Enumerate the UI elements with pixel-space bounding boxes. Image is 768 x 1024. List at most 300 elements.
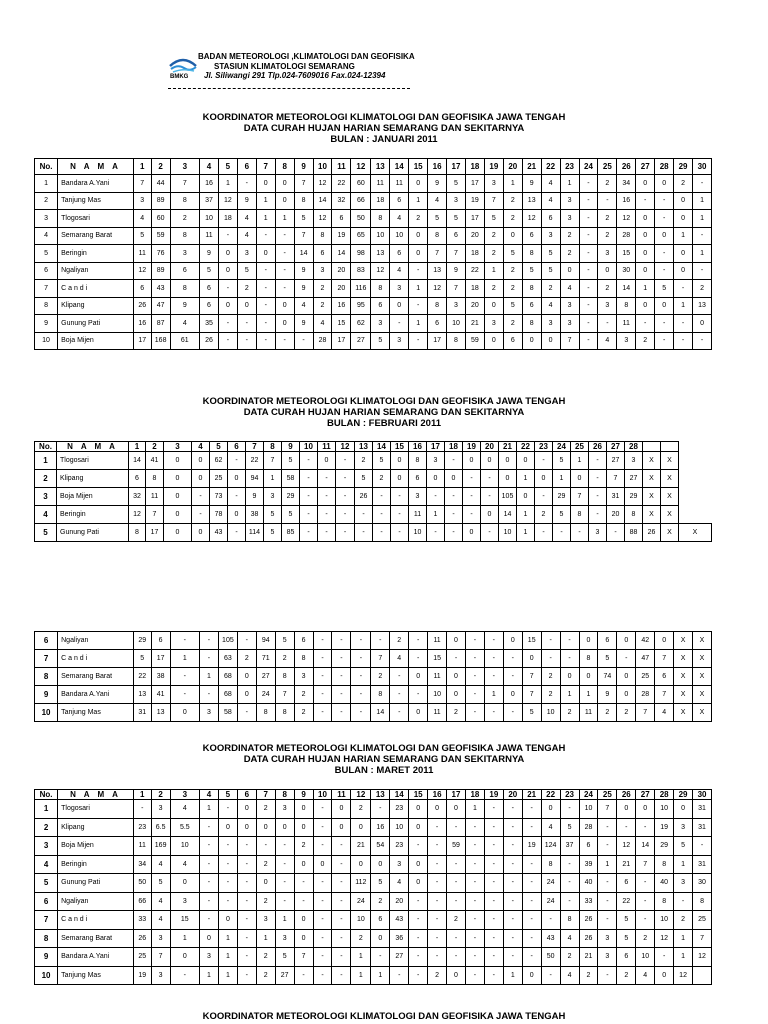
station-name: STASIUN KLIMATOLOGI SEMARANG: [214, 61, 355, 71]
rainfall-cell: 6: [503, 332, 522, 350]
rainfall-cell: 26: [133, 929, 151, 948]
station-name: Boja Mijen: [57, 488, 129, 506]
rainfall-cell: 7: [275, 686, 294, 704]
rainfall-cell: -: [409, 837, 428, 856]
rainfall-cell: -: [294, 874, 313, 893]
rainfall-cell: 4: [598, 332, 617, 350]
rainfall-cell: -: [133, 800, 151, 819]
rainfall-cell: -: [332, 892, 351, 911]
rainfall-cell: 11: [428, 632, 447, 650]
header-day: 18: [445, 442, 463, 452]
station-number: 9: [35, 315, 58, 333]
rainfall-cell: 4: [133, 210, 151, 228]
rainfall-cell: 4: [237, 210, 256, 228]
rainfall-cell: -: [391, 524, 409, 542]
rainfall-cell: 3: [313, 262, 332, 280]
header-day: 27: [607, 442, 625, 452]
rainfall-cell: 60: [351, 175, 371, 193]
rainfall-cell: 2: [256, 800, 275, 819]
rainfall-cell: 33: [579, 892, 598, 911]
rainfall-cell: -: [336, 488, 355, 506]
rainfall-cell: -: [228, 488, 246, 506]
rainfall-cell: -: [579, 210, 598, 228]
rainfall-cell: -: [275, 280, 294, 298]
rainfall-cell: 58: [282, 470, 300, 488]
rainfall-cell: 0: [636, 227, 655, 245]
rainfall-cell: 8: [541, 855, 560, 874]
rainfall-cell: 8: [579, 650, 598, 668]
rainfall-cell: 0: [294, 911, 313, 930]
rainfall-cell: -: [481, 488, 499, 506]
rainfall-cell: -: [428, 911, 447, 930]
header-day: 11: [332, 790, 351, 800]
rainfall-cell: -: [200, 818, 219, 837]
rainfall-cell: 8: [625, 506, 643, 524]
rainfall-cell: 94: [246, 470, 264, 488]
rainfall-cell: -: [275, 874, 294, 893]
rainfall-cell: 0: [617, 632, 636, 650]
rainfall-cell: 95: [351, 297, 371, 315]
station-name: Tanjung Mas: [58, 966, 134, 985]
rainfall-cell: -: [535, 488, 553, 506]
rainfall-cell: 3: [674, 874, 693, 893]
station-number: 10: [35, 704, 58, 722]
rainfall-cell: -: [484, 818, 503, 837]
rainfall-cell: 0: [170, 704, 199, 722]
rainfall-cell: 8: [428, 227, 447, 245]
rainfall-cell: -: [371, 800, 390, 819]
table-row: [35, 966, 712, 985]
rainfall-cell: -: [318, 470, 336, 488]
rainfall-cell: 88: [625, 524, 643, 542]
rainfall-cell: 14: [332, 245, 351, 263]
rainfall-cell: -: [313, 632, 332, 650]
station-number: 9: [35, 686, 58, 704]
rainfall-cell: 0: [192, 524, 210, 542]
rainfall-cell: 68: [218, 686, 237, 704]
rainfall-cell: 1: [256, 929, 275, 948]
rainfall-cell: 16: [133, 315, 151, 333]
rainfall-cell: 0: [617, 668, 636, 686]
rainfall-cell: 4: [560, 966, 579, 985]
rainfall-cell: 7: [636, 704, 655, 722]
rainfall-cell: 1: [218, 929, 237, 948]
institution-name: BADAN METEOROLOGI ,KLIMATOLOGI DAN GEOFISIKA: [198, 52, 415, 61]
rainfall-cell: 50: [133, 874, 151, 893]
rainfall-cell: 6: [409, 470, 427, 488]
header-name: N A M A: [57, 442, 129, 452]
rainfall-cell: -: [300, 488, 318, 506]
rainfall-cell: -: [571, 524, 589, 542]
rainfall-cell: 2: [541, 686, 560, 704]
rainfall-cell: -: [332, 855, 351, 874]
rainfall-cell: -: [598, 192, 617, 210]
rainfall-cell: 89: [151, 262, 170, 280]
rainfall-cell: 12: [313, 175, 332, 193]
rainfall-cell: 50: [351, 210, 371, 228]
feb-title: [0, 396, 768, 429]
rainfall-cell: 5: [133, 227, 151, 245]
station-name: Ngaliyan: [58, 892, 134, 911]
rainfall-cell: 0: [409, 175, 428, 193]
rainfall-cell: -: [463, 506, 481, 524]
rainfall-cell: 73: [210, 488, 228, 506]
rainfall-cell: -: [484, 855, 503, 874]
letterhead-divider: [168, 88, 410, 89]
rainfall-cell: -: [503, 892, 522, 911]
rainfall-cell: -: [275, 332, 294, 350]
rainfall-cell: 6: [579, 837, 598, 856]
rainfall-cell: -: [463, 470, 481, 488]
rainfall-cell: 16: [200, 175, 219, 193]
rainfall-cell: -: [503, 948, 522, 967]
station-number: 6: [35, 262, 58, 280]
station-name: Klipang: [57, 470, 129, 488]
station-number: 5: [35, 874, 58, 893]
rainfall-cell: 6: [371, 297, 390, 315]
rainfall-cell: 17: [465, 210, 484, 228]
rainfall-cell: -: [390, 686, 409, 704]
rainfall-cell: 20: [390, 892, 409, 911]
rainfall-cell: 26: [579, 929, 598, 948]
rainfall-cell: -: [371, 632, 390, 650]
header-day: 16: [428, 790, 447, 800]
header-day: 21: [522, 159, 541, 175]
rainfall-cell: 3: [256, 911, 275, 930]
rainfall-cell: 1: [218, 966, 237, 985]
rainfall-cell: 1: [200, 966, 219, 985]
station-name: Bandara A.Yani: [58, 686, 134, 704]
rainfall-cell: 5: [503, 245, 522, 263]
rainfall-cell: -: [218, 280, 237, 298]
rainfall-cell: 39: [579, 855, 598, 874]
rainfall-cell: 16: [617, 192, 636, 210]
rainfall-cell: 27: [625, 470, 643, 488]
rainfall-cell: 33: [133, 911, 151, 930]
rainfall-cell: -: [351, 704, 371, 722]
rainfall-cell: 3: [390, 332, 409, 350]
rainfall-cell: -: [465, 837, 484, 856]
rainfall-cell: 5: [655, 280, 674, 298]
rainfall-cell: 0: [237, 686, 256, 704]
rainfall-cell: -: [300, 452, 318, 470]
rainfall-cell: 7: [522, 686, 541, 704]
rainfall-cell: 3: [294, 668, 313, 686]
rainfall-cell: -: [655, 245, 674, 263]
rainfall-cell: -: [636, 315, 655, 333]
rainfall-cell: 2: [351, 929, 371, 948]
rainfall-cell: 0: [503, 632, 522, 650]
rainfall-cell: 71: [256, 650, 275, 668]
jan-rainfall-table: [34, 158, 712, 350]
rainfall-cell: 2: [447, 704, 466, 722]
rainfall-cell: -: [332, 874, 351, 893]
rainfall-cell: 5: [371, 332, 390, 350]
rainfall-cell: 2: [484, 227, 503, 245]
jan-title-line3: BULAN : JANUARI 2011: [330, 134, 438, 145]
rainfall-cell: -: [445, 524, 463, 542]
header-no: No.: [35, 442, 57, 452]
rainfall-cell: 1: [517, 470, 535, 488]
rainfall-cell: X: [661, 470, 679, 488]
rainfall-cell: -: [200, 855, 219, 874]
rainfall-cell: -: [484, 668, 503, 686]
header-day: [643, 442, 661, 452]
rainfall-cell: 12: [428, 280, 447, 298]
rainfall-cell: -: [336, 524, 355, 542]
rainfall-cell: -: [465, 650, 484, 668]
rainfall-cell: 23: [390, 837, 409, 856]
rainfall-cell: -: [522, 855, 541, 874]
rainfall-cell: 0: [318, 452, 336, 470]
rainfall-cell: -: [170, 966, 199, 985]
rainfall-cell: -: [636, 818, 655, 837]
rainfall-cell: 0: [351, 818, 371, 837]
rainfall-cell: 0: [390, 297, 409, 315]
rainfall-cell: -: [218, 892, 237, 911]
rainfall-cell: 0: [617, 800, 636, 819]
station-name: Tlogosari: [57, 452, 129, 470]
rainfall-cell: -: [390, 966, 409, 985]
rainfall-cell: 41: [151, 686, 170, 704]
rainfall-cell: 26: [200, 332, 219, 350]
rainfall-cell: 4: [390, 262, 409, 280]
rainfall-cell: 10: [409, 524, 427, 542]
station-name: Klipang: [58, 297, 134, 315]
rainfall-cell: 0: [170, 874, 199, 893]
rainfall-cell: -: [170, 632, 199, 650]
rainfall-cell: -: [655, 192, 674, 210]
rainfall-cell: 1: [409, 315, 428, 333]
rainfall-cell: 2: [503, 280, 522, 298]
rainfall-cell: 2: [484, 280, 503, 298]
rainfall-cell: 0: [218, 818, 237, 837]
header-day: 17: [447, 159, 466, 175]
rainfall-cell: -: [560, 874, 579, 893]
header-day: 17: [427, 442, 445, 452]
rainfall-cell: 8: [371, 280, 390, 298]
rainfall-cell: 0: [655, 227, 674, 245]
rainfall-cell: -: [465, 892, 484, 911]
station-number: 1: [35, 452, 57, 470]
rainfall-cell: 40: [579, 874, 598, 893]
rainfall-cell: -: [313, 892, 332, 911]
rainfall-cell: -: [218, 332, 237, 350]
rainfall-cell: 7: [636, 855, 655, 874]
header-day: 2: [151, 159, 170, 175]
rainfall-cell: 0: [499, 470, 517, 488]
rainfall-cell: -: [332, 929, 351, 948]
header-day: 27: [636, 790, 655, 800]
rainfall-cell: -: [503, 704, 522, 722]
rainfall-cell: 2: [560, 245, 579, 263]
rainfall-cell: -: [351, 650, 371, 668]
rainfall-cell: -: [693, 837, 712, 856]
header-day: 5: [210, 442, 228, 452]
rainfall-cell: 5: [674, 837, 693, 856]
rainfall-cell: 12: [693, 948, 712, 967]
rainfall-cell: -: [256, 315, 275, 333]
rainfall-cell: 4: [390, 650, 409, 668]
rainfall-cell: 2: [541, 280, 560, 298]
rainfall-cell: 19: [133, 966, 151, 985]
rainfall-cell: -: [409, 262, 428, 280]
rainfall-cell: 3: [541, 315, 560, 333]
rainfall-cell: 0: [294, 855, 313, 874]
header-name: N A M A: [58, 159, 134, 175]
station-name: Boja Mijen: [58, 837, 134, 856]
rainfall-cell: 7: [371, 650, 390, 668]
table-row: [35, 929, 712, 948]
rainfall-cell: 15: [170, 911, 199, 930]
rainfall-cell: -: [579, 227, 598, 245]
station-name: Tanjung Mas: [58, 192, 134, 210]
rainfall-cell: 0: [481, 506, 499, 524]
rainfall-cell: 2: [598, 175, 617, 193]
rainfall-cell: 4: [655, 704, 674, 722]
station-name: Ngaliyan: [58, 262, 134, 280]
rainfall-cell: 0: [164, 488, 192, 506]
rainfall-cell: 23: [390, 800, 409, 819]
station-name: Semarang Barat: [58, 668, 134, 686]
rainfall-cell: -: [300, 524, 318, 542]
rainfall-cell: -: [237, 911, 256, 930]
table-row: [35, 892, 712, 911]
rainfall-cell: 20: [465, 227, 484, 245]
rainfall-cell: 11: [428, 704, 447, 722]
rainfall-cell: -: [579, 245, 598, 263]
rainfall-cell: -: [579, 297, 598, 315]
rainfall-cell: 3: [617, 332, 636, 350]
rainfall-cell: 1: [598, 855, 617, 874]
rainfall-cell: 0: [674, 800, 693, 819]
rainfall-cell: -: [541, 911, 560, 930]
feb-title-line2: DATA CURAH HUJAN HARIAN SEMARANG DAN SEKITARNYA: [243, 407, 525, 418]
rainfall-cell: -: [447, 892, 466, 911]
rainfall-cell: 0: [164, 452, 192, 470]
header-day: 8: [264, 442, 282, 452]
rainfall-cell: -: [355, 524, 373, 542]
rainfall-cell: 3: [200, 948, 219, 967]
rainfall-cell: -: [294, 966, 313, 985]
rainfall-cell: -: [553, 524, 571, 542]
rainfall-cell: -: [607, 524, 625, 542]
header-day: 20: [481, 442, 499, 452]
rainfall-cell: 7: [294, 227, 313, 245]
rainfall-cell: 0: [294, 800, 313, 819]
rainfall-cell: 124: [541, 837, 560, 856]
header-day: 13: [371, 159, 390, 175]
rainfall-cell: 10: [351, 911, 371, 930]
rainfall-cell: 43: [151, 280, 170, 298]
header-day: 7: [256, 159, 275, 175]
rainfall-cell: 27: [390, 948, 409, 967]
rainfall-cell: 3: [560, 315, 579, 333]
header-day: 26: [617, 159, 636, 175]
rainfall-cell: 43: [390, 911, 409, 930]
rainfall-cell: 0: [636, 210, 655, 228]
rainfall-cell: 17: [332, 332, 351, 350]
feb-title-line1: KOORDINATOR METEOROLOGI KLIMATOLOGI DAN GEOFISIKA JAWA TENGAH: [202, 396, 566, 407]
rainfall-cell: 8: [146, 470, 164, 488]
rainfall-cell: -: [522, 948, 541, 967]
rainfall-cell: -: [313, 911, 332, 930]
rainfall-cell: -: [465, 948, 484, 967]
rainfall-cell: 21: [465, 315, 484, 333]
rainfall-cell: -: [313, 704, 332, 722]
rainfall-cell: -: [218, 837, 237, 856]
rainfall-cell: -: [579, 315, 598, 333]
rainfall-cell: 4: [237, 227, 256, 245]
header-day: 11: [332, 159, 351, 175]
rainfall-cell: 0: [636, 175, 655, 193]
rainfall-cell: -: [300, 506, 318, 524]
rainfall-cell: X: [693, 668, 712, 686]
station-name: Bandara A.Yani: [58, 175, 134, 193]
rainfall-cell: -: [237, 948, 256, 967]
rainfall-cell: 10: [390, 227, 409, 245]
rainfall-cell: 0: [579, 668, 598, 686]
rainfall-cell: 0: [200, 929, 219, 948]
rainfall-cell: 1: [674, 929, 693, 948]
rainfall-cell: 0: [693, 315, 712, 333]
rainfall-cell: 8: [294, 650, 313, 668]
station-number: 4: [35, 227, 58, 245]
rainfall-cell: -: [218, 315, 237, 333]
rainfall-cell: 15: [332, 315, 351, 333]
rainfall-cell: -: [541, 650, 560, 668]
header-day: 3: [170, 159, 199, 175]
rainfall-cell: 31: [607, 488, 625, 506]
rainfall-cell: 20: [607, 506, 625, 524]
table-row: [35, 704, 712, 722]
table-row: [35, 315, 712, 333]
rainfall-cell: 0: [674, 192, 693, 210]
rainfall-cell: 6.5: [151, 818, 170, 837]
rainfall-cell: 2: [503, 210, 522, 228]
rainfall-cell: 4: [636, 966, 655, 985]
rainfall-cell: 22: [617, 892, 636, 911]
rainfall-cell: 5: [503, 297, 522, 315]
rainfall-cell: 0: [237, 668, 256, 686]
rainfall-cell: 24: [541, 874, 560, 893]
header-day: 19: [484, 790, 503, 800]
rainfall-cell: 9: [294, 280, 313, 298]
rainfall-cell: -: [693, 332, 712, 350]
rainfall-cell: -: [465, 632, 484, 650]
rainfall-cell: 0: [655, 966, 674, 985]
rainfall-cell: -: [447, 929, 466, 948]
rainfall-cell: 9: [246, 488, 264, 506]
rainfall-cell: 1: [218, 948, 237, 967]
rainfall-cell: X: [693, 704, 712, 722]
header-day: 27: [636, 159, 655, 175]
rainfall-cell: 8: [371, 210, 390, 228]
rainfall-cell: 34: [133, 855, 151, 874]
rainfall-cell: -: [465, 966, 484, 985]
rainfall-cell: 24: [256, 686, 275, 704]
rainfall-cell: 20: [465, 297, 484, 315]
rainfall-cell: 8: [560, 911, 579, 930]
rainfall-cell: -: [237, 704, 256, 722]
rainfall-cell: -: [560, 800, 579, 819]
station-number: 4: [35, 855, 58, 874]
rainfall-cell: 29: [282, 488, 300, 506]
rainfall-cell: 9: [294, 262, 313, 280]
rainfall-cell: 0: [522, 332, 541, 350]
rainfall-cell: 4: [170, 315, 199, 333]
header-name: N A M A: [58, 790, 134, 800]
